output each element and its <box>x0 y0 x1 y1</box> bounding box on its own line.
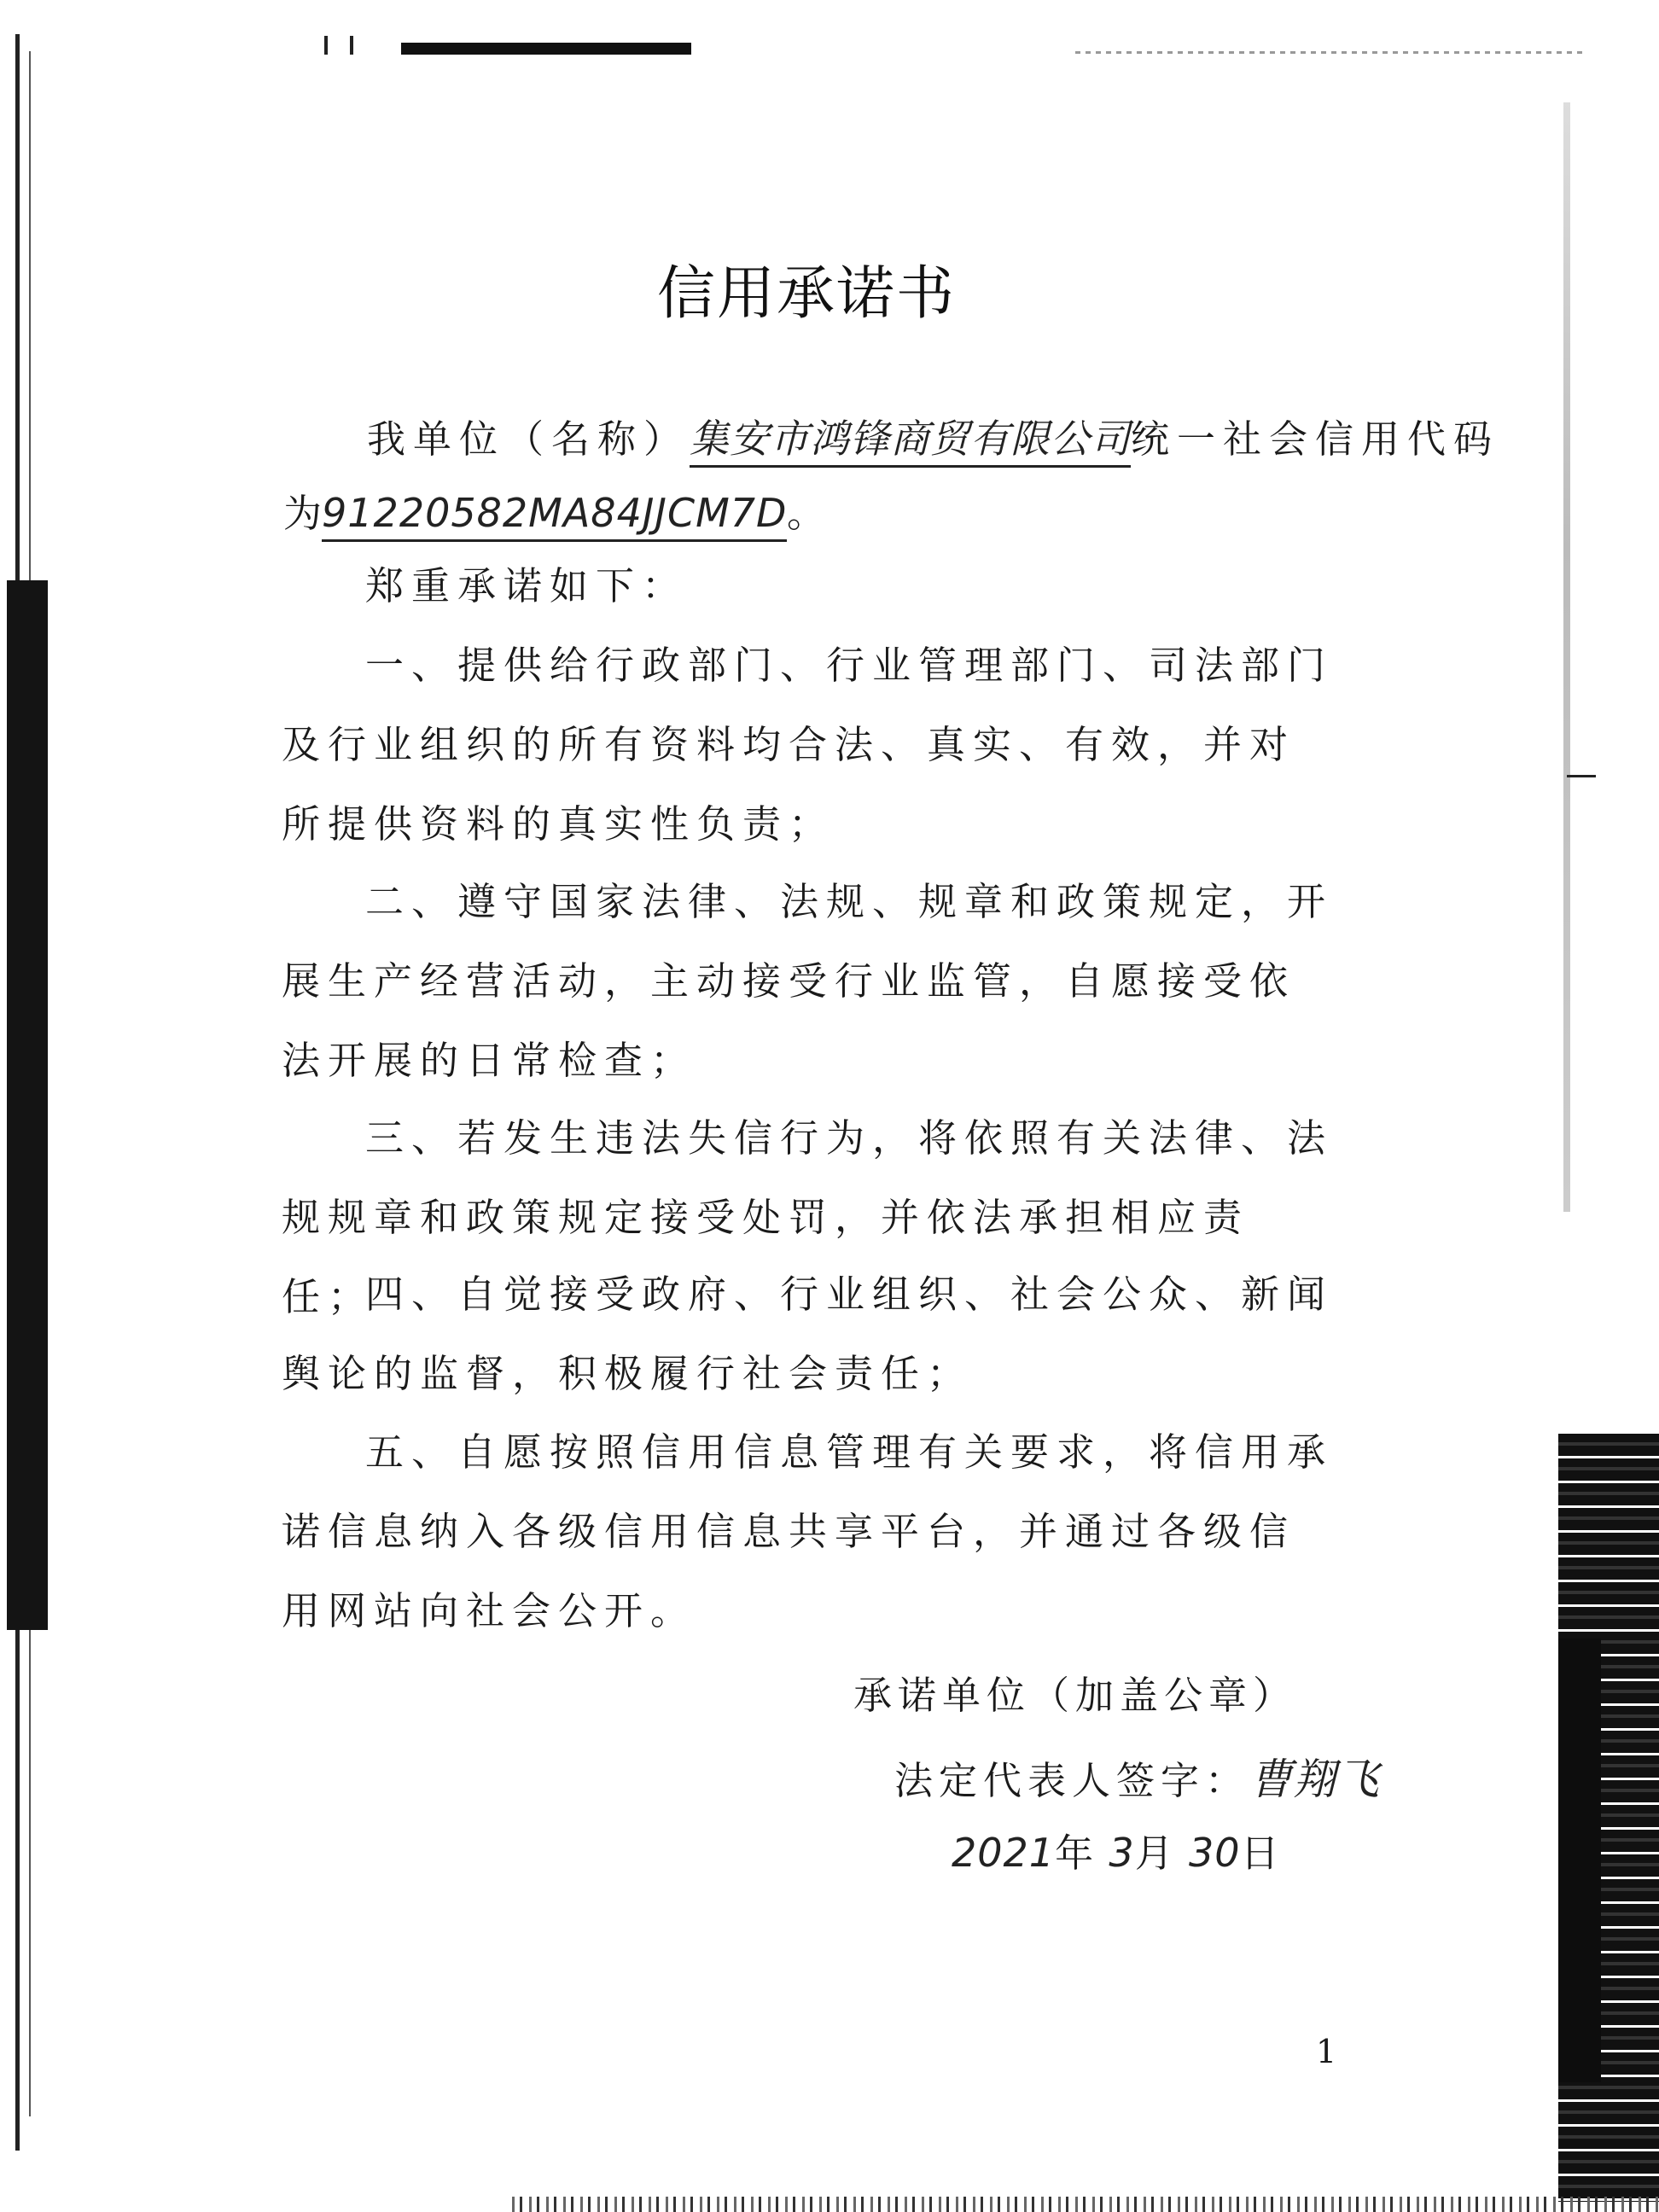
date-year: 2021 <box>952 1830 1056 1876</box>
signoff-rep-label: 法定代表人签字： <box>894 1758 1250 1803</box>
scan-top-bar <box>401 43 691 55</box>
scan-right-block-inner <box>1558 1639 1601 2082</box>
intro-mid: 统一社会信用代码 <box>1131 416 1500 462</box>
signoff-rep <box>894 1745 1380 1807</box>
commit-item-2: 二、遵守国家法律、法规、规章和政策规定，开展生产经营活动，主动接受行业监管，自愿接受依法开展的日常检查； <box>282 879 1334 1083</box>
scan-top-right <box>1075 51 1587 54</box>
scan-top-ticks <box>324 36 353 55</box>
document-title: 信用承诺书 <box>656 260 956 328</box>
scan-dark-band <box>7 580 48 1630</box>
signoff-date <box>952 1822 1281 1877</box>
date-month: 3 <box>1109 1830 1135 1876</box>
page-number: 1 <box>1316 2033 1337 2070</box>
credit-code-handwritten: 91220582MA84JJCM7D <box>322 490 788 536</box>
date-day-unit: 日 <box>1240 1831 1281 1876</box>
scan-right-tick <box>1567 775 1596 777</box>
code-line <box>283 482 825 542</box>
commit-item-3: 三、若发生违法失信行为，将依照有关法律、法规规章和政策规定接受处罚，并依法承担相应责任； <box>282 1115 1334 1319</box>
signature-handwritten: 曹翔飞 <box>1249 1755 1381 1804</box>
unit-name-handwritten: 集安市鸿锋商贸有限公司 <box>690 416 1132 462</box>
unit-name-field <box>690 413 1131 468</box>
commit-item-5: 五、自愿按照信用信息管理有关要求，将信用承诺信息纳入各级信用信息共享平台，并通过各级信用网站向社会公开。 <box>282 1429 1334 1633</box>
code-prefix: 为 <box>283 491 323 536</box>
credit-code-field <box>322 487 787 542</box>
commit-item-1: 一、提供给行政部门、行业管理部门、司法部门及行业组织的所有资料均合法、真实、有效，并对所提供资料的真实性负责； <box>282 643 1334 847</box>
signoff-unit: 承诺单位（加盖公章） <box>853 1673 1298 1718</box>
date-month-unit: 月 <box>1134 1831 1175 1876</box>
commit-lead: 郑重承诺如下： <box>365 563 689 608</box>
intro-line <box>367 408 1499 468</box>
date-year-unit: 年 <box>1055 1831 1096 1876</box>
date-day: 30 <box>1189 1830 1241 1876</box>
commit-item-4: 四、自觉接受政府、行业组织、社会公众、新闻舆论的监督，积极履行社会责任； <box>282 1272 1334 1396</box>
scan-bottom <box>512 2197 1659 2212</box>
code-suffix: 。 <box>787 491 826 536</box>
intro-prefix: 我单位（名称） <box>367 416 690 462</box>
